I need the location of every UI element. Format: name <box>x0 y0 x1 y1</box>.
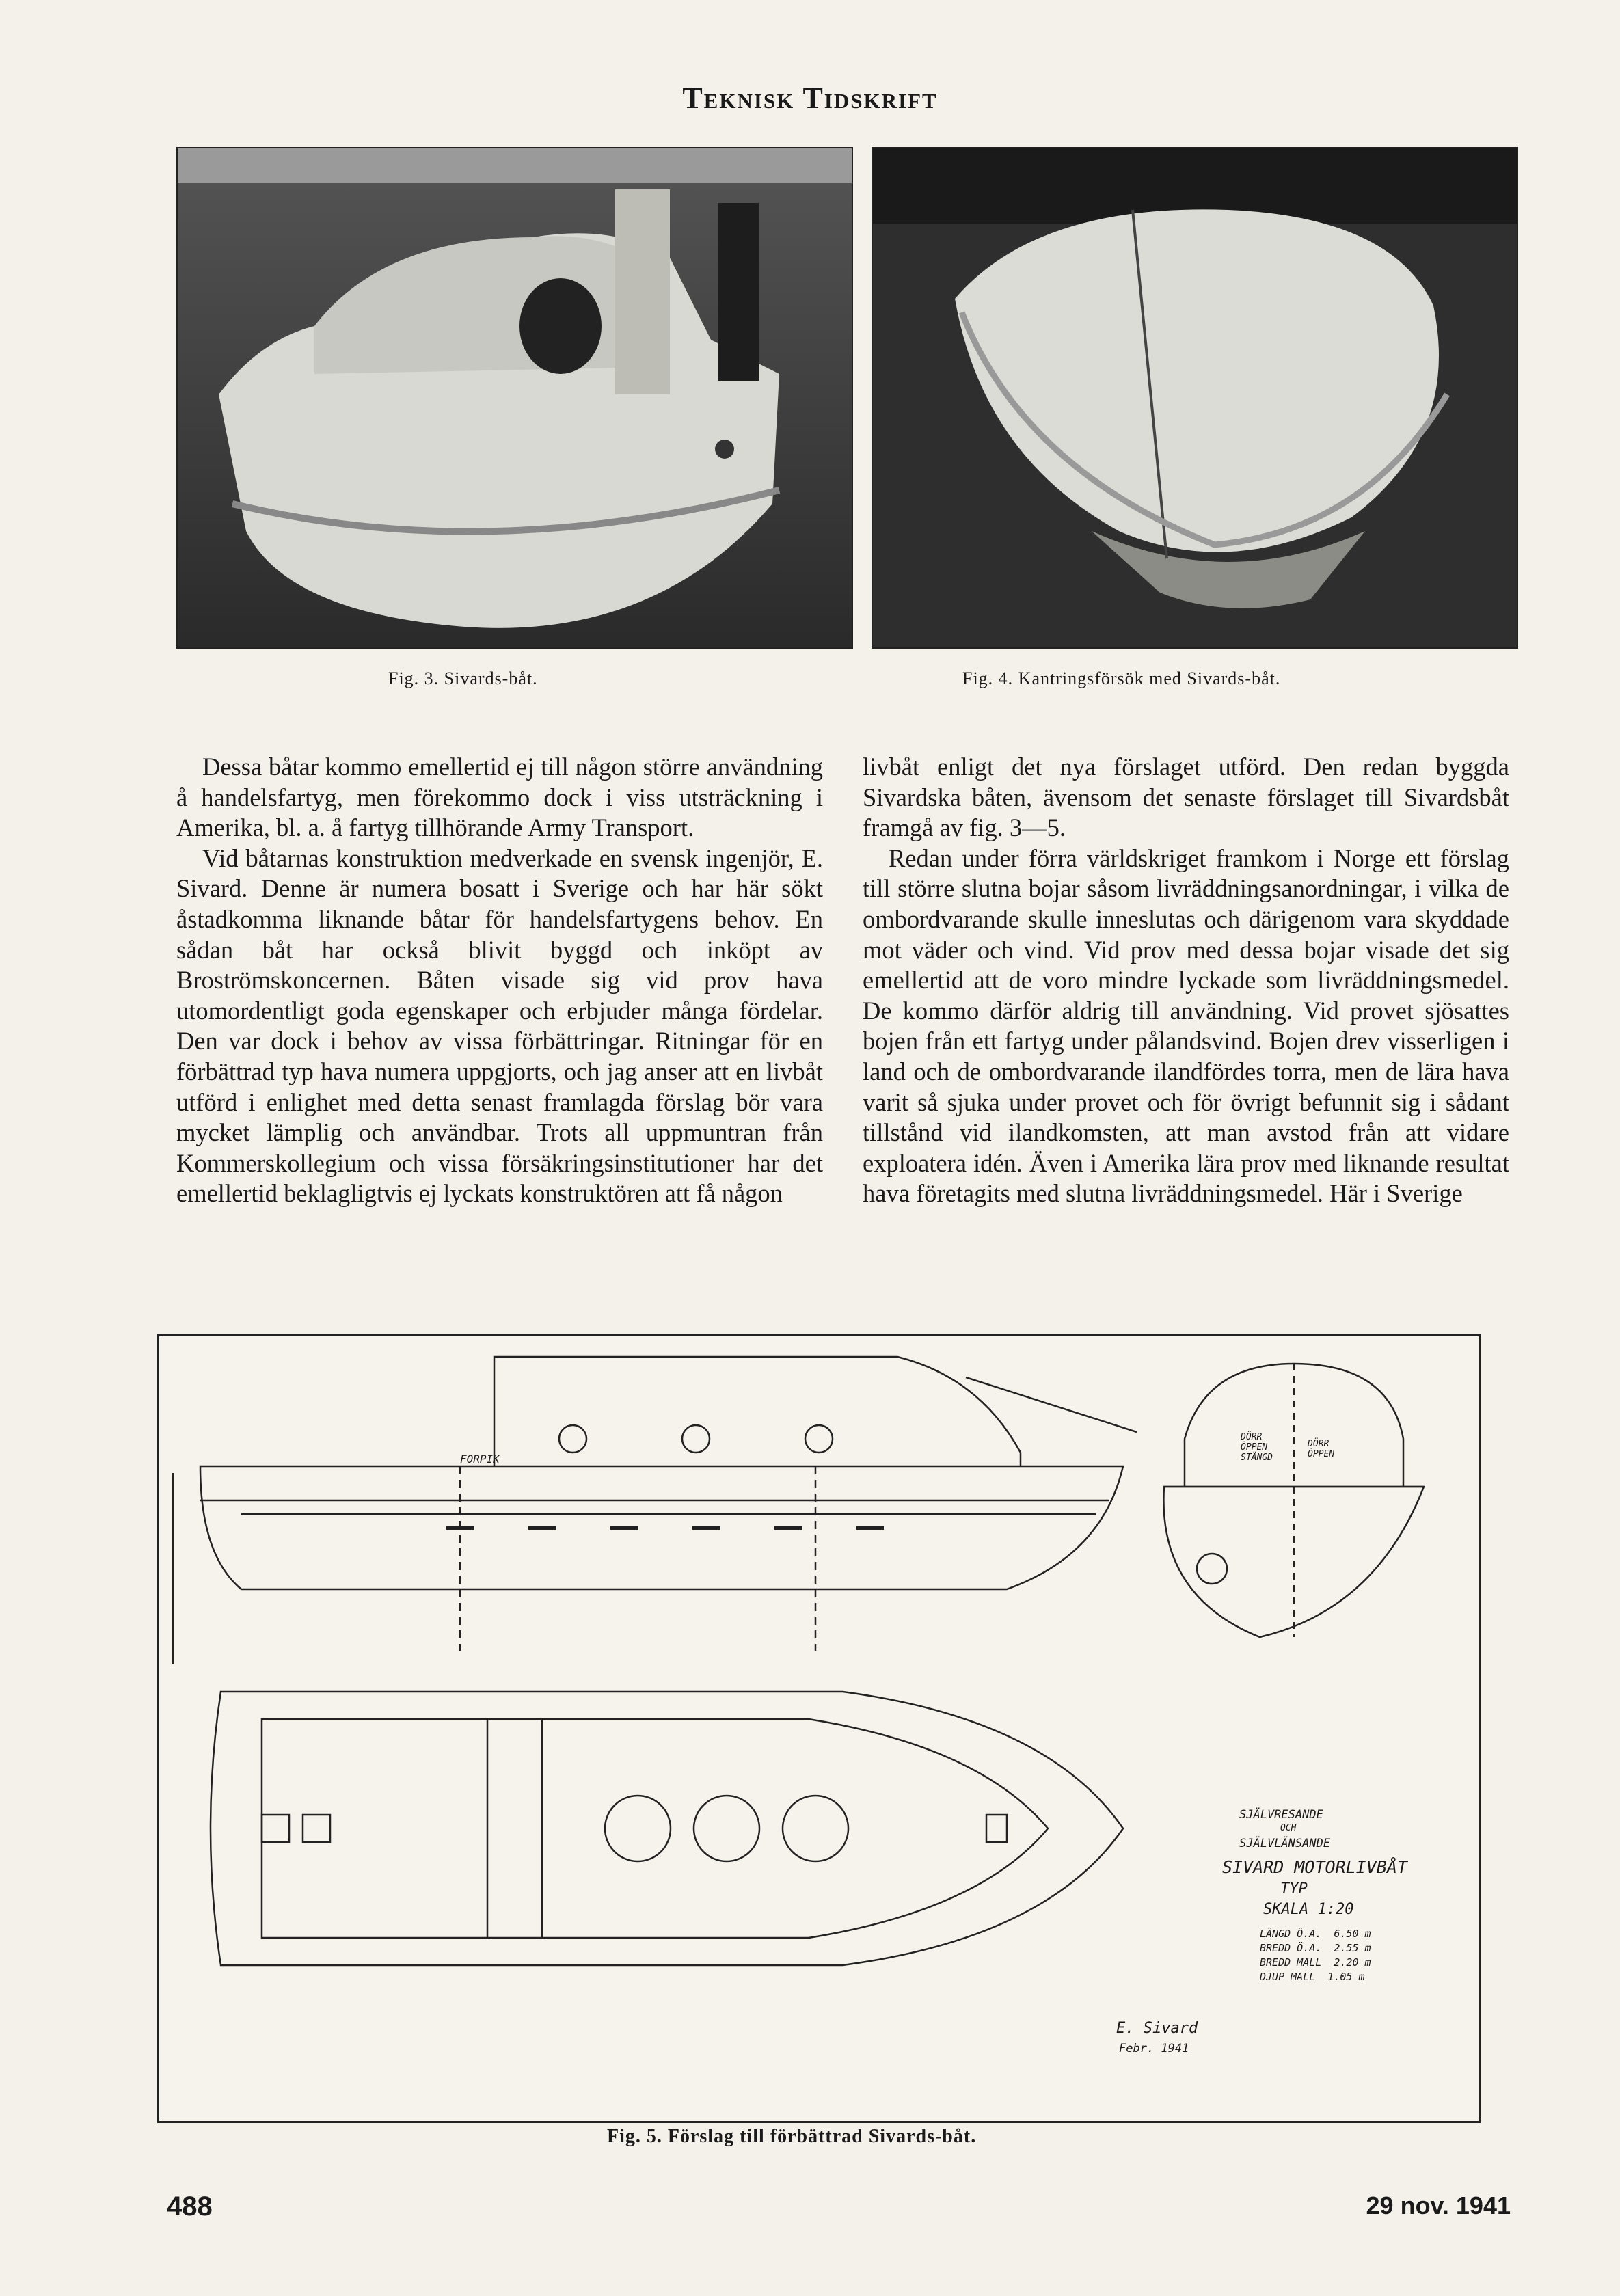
dim-label: BREDD MALL <box>1260 1956 1322 1969</box>
text-column-left <box>176 752 823 1209</box>
paragraph: Redan under förra världskriget framkom i Norge ett förslag till större slutna bojar såsom livräddningsanordningar, i vilka de ombordvarande skulle inneslutas och därigenom vara skyddade mot väder och vind. Vid prov med dessa bojar visade det sig emellertid att de voro mindre lyckade som livräddningsmedel. De kommo därför aldrig till användning. Vid provet sjösattes bojen från ett fartyg under pålandsvind. Bojen drev visserligen i land och de ombordvarande ilandfördes torra, men de lära hava varit så sjuka under provet och för övrigt befunnit sig i sådant tillstånd vid ilandkomsten, att man avstod från att vidare exploatera idén. Även i Amerika lära prov med liknande resultat hava företagits med slutna livräddningsmedel. Här i Sverige <box>863 843 1509 1208</box>
drawing-signature: E. Sivard <box>1116 2020 1198 2037</box>
issue-date: 29 nov. 1941 <box>1366 2191 1511 2219</box>
photo-sivards-boat <box>176 147 853 649</box>
text-column-right <box>863 752 1509 1209</box>
drawing-title-line1: SJÄLVRESANDE <box>1239 1808 1323 1822</box>
drawing-title-main: SIVARD MOTORLIVBÅT <box>1222 1857 1407 1877</box>
dim-value: 2.55 m <box>1334 1942 1371 1954</box>
photo-capsize-test <box>872 147 1518 649</box>
drawing-scale: SKALA 1:20 <box>1263 1901 1354 1918</box>
technical-drawing <box>157 1334 1481 2123</box>
paragraph: livbåt enligt det nya förslaget utförd. Den redan byggda Sivardska båten, ävensom det senaste förslaget till Sivardsbåt framgå av fig. 3—5. <box>863 753 1509 842</box>
dim-value: 6.50 m <box>1334 1928 1371 1940</box>
paragraph: Vid båtarnas konstruktion medverkade en svensk ingenjör, E. Sivard. Denne är numera bosatt i Sverige och har här sökt åstadkomma liknande båtar för handelsfartygens behov. En sådan båt har också blivit byggd och inköpt av Broströmskoncernen. Båten visade sig vid prov hava utomordentligt goda egenskaper och erbjuder många fördelar. Den var dock i behov av vissa förbättringar. Ritningar för en förbättrad typ hava numera uppgjorts, och jag anser att en livbåt utförd i enlighet med detta senast framlagda förslag bör vara mycket lämplig och användbar. Trots all uppmuntran från Kommerskollegium och vissa försäkringsinstitutioner har det emellertid beklagligtvis ej lyckats konstruktören att få någon <box>176 843 823 1208</box>
drawing-note-door-left: DÖRR ÖPPEN STÄNGD <box>1241 1432 1273 1463</box>
dim-label: LÄNGD Ö.A. <box>1260 1928 1322 1940</box>
paragraph: Dessa båtar kommo emellertid ej till någon större användning å handelsfartyg, men förekommo dock i viss utsträckning i Amerika, bl. a. å fartyg tillhörande Army Transport. <box>176 753 823 842</box>
dim-value: 1.05 m <box>1327 1971 1365 1983</box>
drawing-signature-date: Febr. 1941 <box>1119 2042 1189 2055</box>
drawing-note-door-right: DÖRR ÖPPEN <box>1308 1439 1335 1459</box>
figure-5-caption: Fig. 5. Förslag till förbättrad Sivards-båt. <box>607 2126 977 2147</box>
hull-side <box>200 1466 1123 1589</box>
drawing-title-line2: OCH <box>1280 1823 1297 1833</box>
dim-value: 2.20 m <box>1334 1956 1371 1969</box>
figure-4-caption: Fig. 4. Kantringsförsök med Sivards-båt. <box>962 668 1281 688</box>
dim-label: DJUP MALL <box>1260 1971 1316 1983</box>
page-number: 488 <box>167 2191 213 2221</box>
drawing-title-line3: SJÄLVLÄNSANDE <box>1239 1837 1331 1850</box>
drawing-dimensions <box>1260 1927 1371 1984</box>
journal-title: Teknisk Tidskrift <box>682 81 938 115</box>
figure-3-caption: Fig. 3. Sivards-båt. <box>388 668 538 688</box>
drawing-label-forpik: FORPIK <box>460 1453 500 1466</box>
dim-label: BREDD Ö.A. <box>1260 1942 1322 1954</box>
cabin-side <box>494 1357 1021 1466</box>
drawing-title-typ: TYP <box>1280 1880 1308 1897</box>
